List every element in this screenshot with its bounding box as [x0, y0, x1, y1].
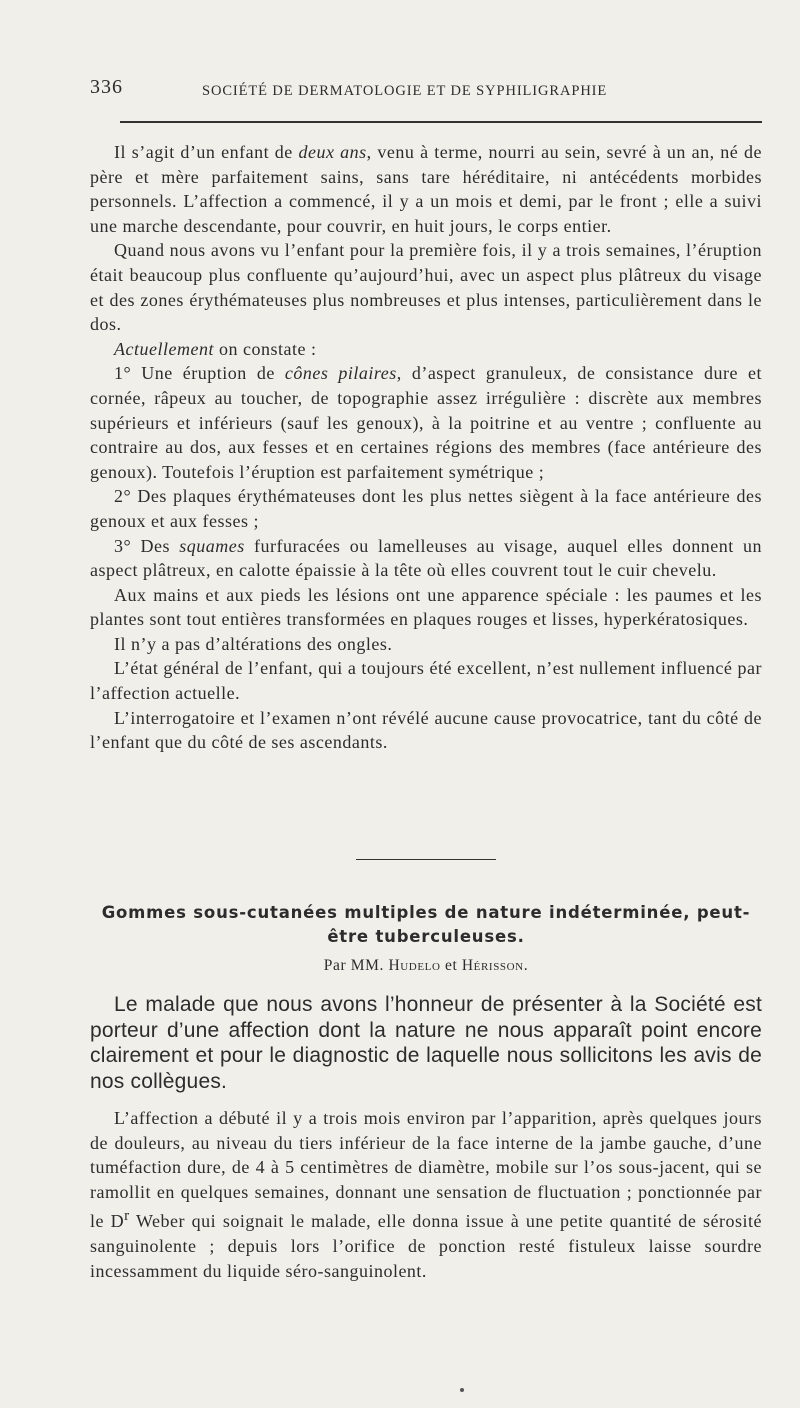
page-number: 336 [90, 76, 123, 98]
author-name: Hudelo [388, 957, 441, 974]
paragraph: Il n’y a pas d’altérations des ongles. [114, 633, 393, 654]
header-rule [120, 121, 762, 123]
running-title: SOCIÉTÉ DE DERMATOLOGIE ET DE SYPHILIGRAPHIE [202, 83, 608, 99]
ink-dot [460, 1388, 464, 1392]
paragraph: Actuellement on constate : [114, 338, 317, 359]
case-description-text [90, 1106, 762, 1283]
page-header [90, 76, 760, 106]
paragraph: Quand nous avons vu l’enfant pour la première fois, il y a trois semaines, l’éruption était beaucoup plus confluente qu’aujourd’hui, avec un aspect plus plâtreux du visage et des zones érythémateuses plus nombreuses et plus intenses, particulièrement dans le dos. [90, 240, 762, 335]
byline: Par MM. Hudelo et Hérisson. [323, 957, 529, 974]
paragraph: 2° Des plaques érythémateuses dont les plus nettes siègent à la face antérieure des genoux et aux fesses ; [90, 486, 762, 531]
paragraph: 3° Des squames furfuracées ou lamelleuses au visage, auquel elles donnent un aspect plâtreux, en calotte épaissie à la tête où elles couvrent tout le cuir chevelu. [90, 535, 762, 581]
author-name: Hérisson [461, 957, 524, 974]
paragraph: L’état général de l’enfant, qui a toujours été excellent, n’est nullement influencé par l’affection actuelle. [90, 658, 762, 704]
lead-paragraph: Le malade que nous avons l’honneur de présenter à la Société est porteur d’une affection dont la nature ne nous apparaît point encore clairement et pour le diagnostic de laquelle nous sollicitons les avis de nos collègues. [90, 993, 762, 1093]
case-report-text [90, 140, 762, 755]
paragraph: L’affection a débuté il y a trois mois environ par l’apparition, après quelques jours de douleurs, au niveau du tiers inférieur de la face interne de la jambe gauche, d’une tuméfaction dure, de 4 à 5 centimètres de diamètre, mobile sur l’os sous-jacent, qui se ramollit en quelques semaines, donnant une sensation de fluctuation ; ponctionnée par le $D^r$ Weber qui soignait le malade, elle donna issue à une petite quantité de sérosité sanguinolente ; depuis lors l’orifice de ponction resté fistuleux laisse sourdre incessamment du liquide séro-sanguinolent. [90, 1108, 762, 1281]
paragraph: L’interrogatoire et l’examen n’ont révélé aucune cause provocatrice, tant du côté de l’enfant que du côté de ses ascendants. [90, 707, 762, 753]
section-title: Gommes sous-cutanées multiples de nature indéterminée, peut-être tuberculeuses. [101, 903, 751, 946]
section-divider [356, 859, 496, 860]
paragraph: Aux mains et aux pieds les lésions ont une apparence spéciale : les paumes et les plantes sont tout entières transformées en plaques rouges et lisses, hyperkératosiques. [90, 584, 762, 630]
paragraph: 1° Une éruption de cônes pilaires, d’aspect granuleux, de consistance dure et cornée, râpeux au toucher, de topographie assez irrégulière : discrète aux membres supérieurs et inférieurs (sauf les genoux), à la poitrine et au ventre ; confluente au contraire au dos, aux fesses et en certaines régions des membres (face antérieure des genoux). Toutefois l’éruption est parfaitement symétrique ; [90, 363, 762, 482]
paragraph: Il s’agit d’un enfant de deux ans, venu à terme, nourri au sein, sevré à un an, né de père et mère parfaitement sains, sans tare héréditaire, ni antécédents morbides personnels. L’affection a commencé, il y a un mois et demi, par le front ; elle a suivi une marche descendante, pour couvrir, en huit jours, le corps entier. [90, 142, 762, 236]
